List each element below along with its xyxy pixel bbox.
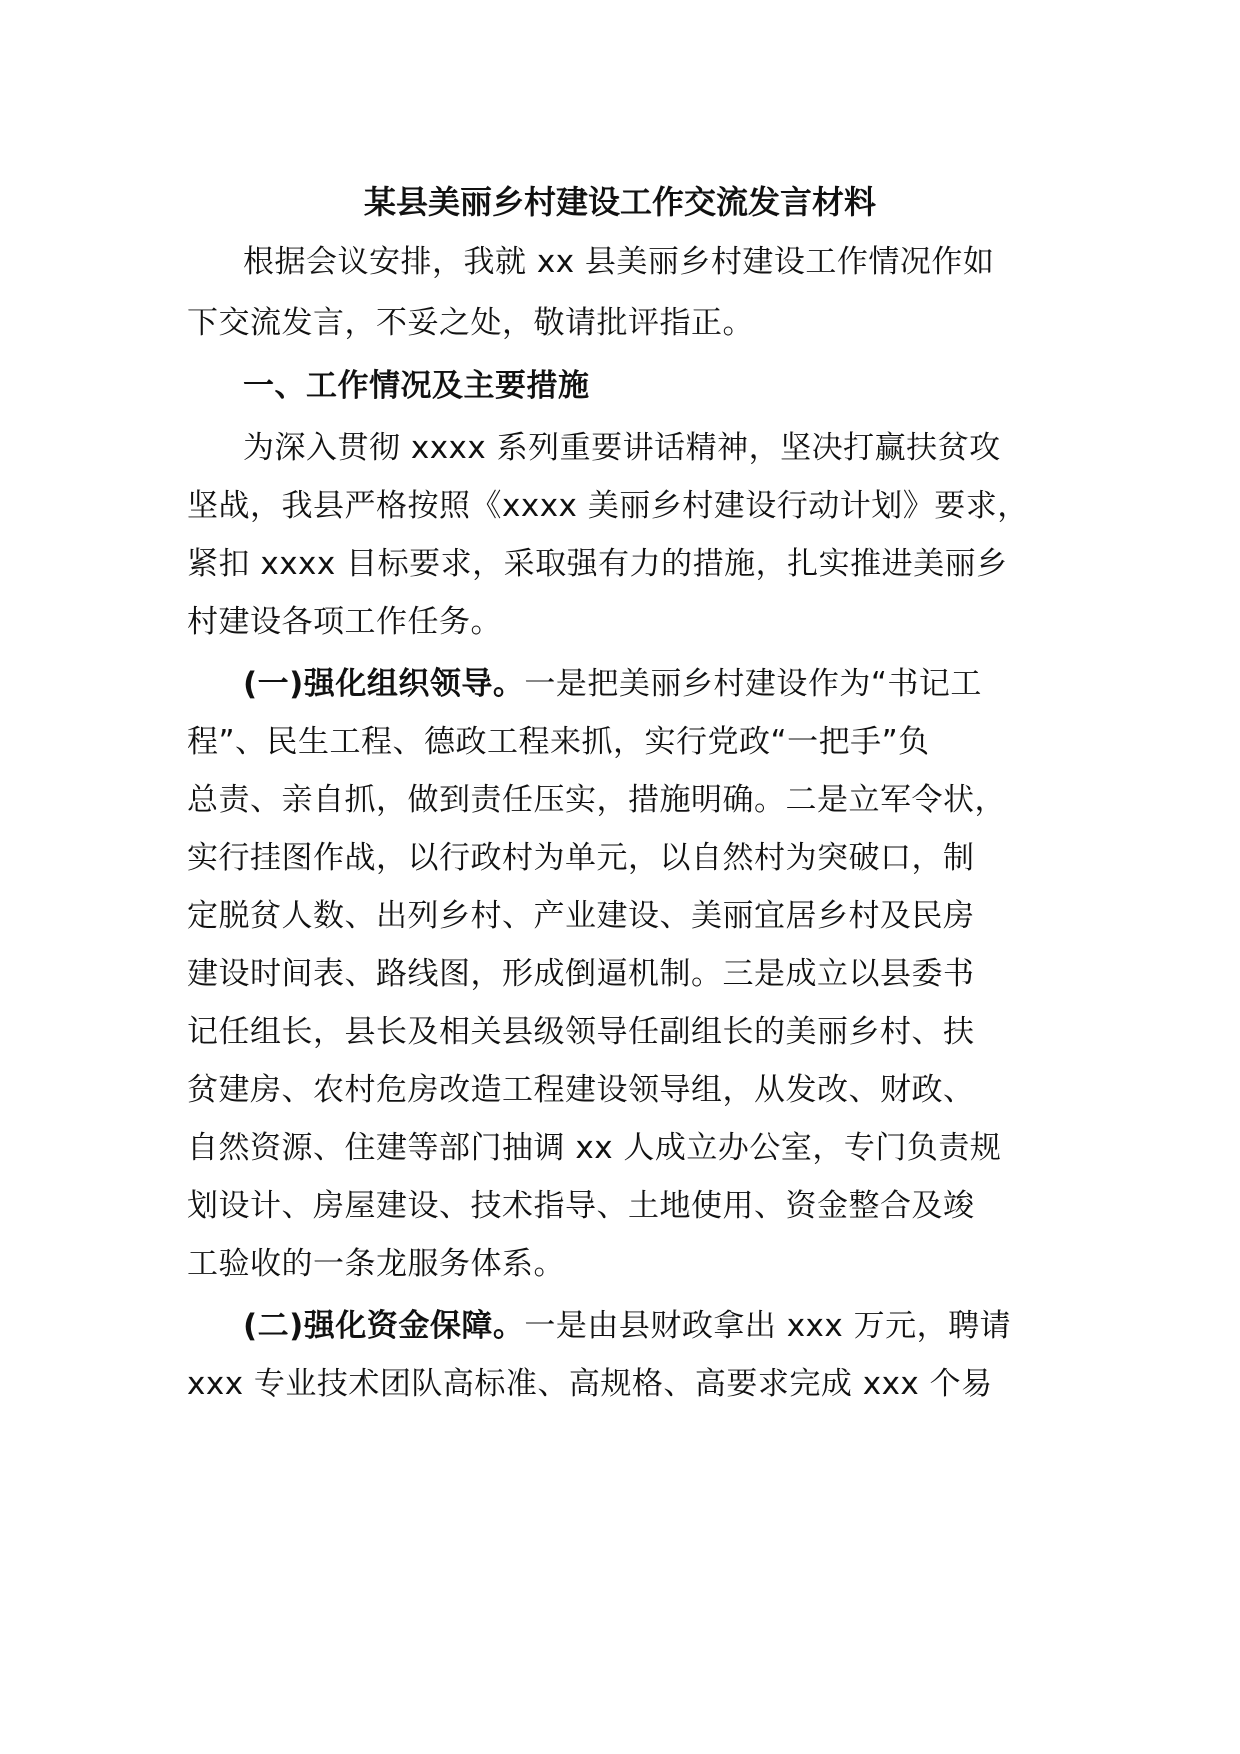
paragraph-line: 下交流发言，不妥之处，敬请批评指正。 (187, 305, 754, 341)
subsection-line (243, 1302, 1011, 1350)
paragraph-line: 根据会议安排，我就 xx 县美丽乡村建设工作情况作如 (243, 244, 995, 280)
paragraph-line: 紧扣 xxxx 目标要求，采取强有力的措施，扎实推进美丽乡 (187, 546, 1008, 582)
paragraph-line: 记任组长，县长及相关县级领导任副组长的美丽乡村、扶 (187, 1014, 975, 1050)
paragraph-line: 实行挂图作战，以行政村为单元，以自然村为突破口，制 (187, 840, 975, 876)
paragraph-line: 为深入贯彻 xxxx 系列重要讲话精神，坚决打赢扶贫攻 (243, 430, 1001, 466)
paragraph-line: 定脱贫人数、出列乡村、产业建设、美丽宜居乡村及民房 (187, 898, 975, 934)
paragraph-line: 贫建房、农村危房改造工程建设领导组，从发改、财政、 (187, 1072, 975, 1108)
paragraph-line: 建设时间表、路线图，形成倒逼机制。三是成立以县委书 (187, 956, 975, 992)
paragraph-line: 程”、民生工程、德政工程来抓，实行党政“一把手”负 (187, 724, 930, 760)
paragraph-text: 一是把美丽乡村建设作为“书记工 (524, 666, 982, 702)
paragraph-line: 坚战，我县严格按照《xxxx 美丽乡村建设行动计划》要求， (187, 488, 1029, 524)
paragraph-line: 工验收的一条龙服务体系。 (187, 1246, 565, 1282)
paragraph-line: 自然资源、住建等部门抽调 xx 人成立办公室，专门负责规 (187, 1130, 1002, 1166)
paragraph-line: 总责、亲自抓，做到责任压实，措施明确。二是立军令状， (187, 782, 1006, 818)
document-title: 某县美丽乡村建设工作交流发言材料 (363, 183, 876, 221)
subsection-heading: (一)强化组织领导。 (243, 666, 525, 702)
subsection-heading: (二)强化资金保障。 (243, 1308, 525, 1344)
paragraph-line: 村建设各项工作任务。 (187, 604, 502, 640)
subsection-line (243, 660, 982, 708)
paragraph-text: 一是由县财政拿出 xxx 万元，聘请 (524, 1308, 1012, 1344)
paragraph-line: xxx 专业技术团队高标准、高规格、高要求完成 xxx 个易 (187, 1366, 993, 1402)
paragraph-line: 划设计、房屋建设、技术指导、土地使用、资金整合及竣 (187, 1188, 975, 1224)
section-heading: 一、工作情况及主要措施 (243, 368, 590, 404)
